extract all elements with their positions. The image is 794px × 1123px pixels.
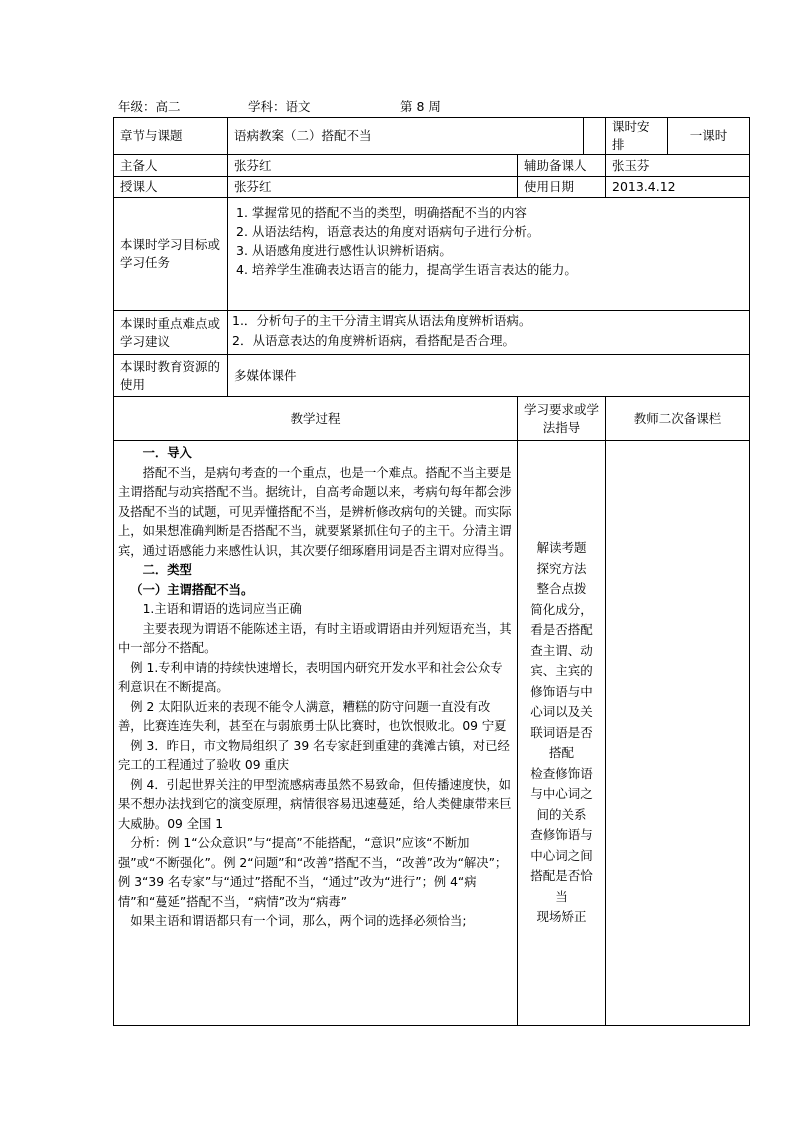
guidance-line: 宾、主宾的 [530,663,593,679]
date-value: 2013.4.12 [606,177,750,198]
lesson-plan-table [113,117,750,1026]
date-label: 使用日期 [518,177,606,198]
objective-item: 3. 从语感角度进行感性认识辨析语病。 [236,243,452,258]
row-chapter [114,118,750,155]
teacher-label: 授课人 [114,177,228,198]
guidance-line: 简化成分， [530,601,593,617]
objective-item: 4. 培养学生准确表达语言的能力，提高学生语言表达的能力。 [236,262,577,277]
keypoint-item: 1.．分析句子的主干分清主谓宾从语法角度辨析语病。 [232,313,532,328]
row-objectives [114,198,750,311]
example-2: 例 2 太阳队近来的表现不能令人满意，糟糕的防守问题一直没有改善，比赛连连失利，甚至在与弱旅勇士队比赛时，也饮恨败北。09 宁夏 [118,699,507,733]
guidance-line: 搭配是否恰 [530,868,593,884]
intro-paragraph: 搭配不当，是病句考查的一个重点，也是一个难点。搭配不当主要是主谓搭配与动宾搭配不当。据统计，自高考命题以来，考病句每年都会涉及搭配不当的试题，可见弄懂搭配不当，是辨析修改病句的关键。而实际上，如果想准确判断是否搭配不当，就要紧紧抓住句子的主干。分清主谓宾，通过语感能力来感性认识，其次要仔细琢磨用词是否主谓对应得当。 [118,465,512,558]
guidance-line: 查修饰语与 [530,827,593,843]
objective-item: 1. 掌握常见的搭配不当的类型，明确搭配不当的内容 [236,205,527,220]
guidance-line: 修饰语与中 [530,683,593,699]
closing-paragraph: 如果主语和谓语都只有一个词，那么，两个词的选择必须恰当; [130,914,467,928]
guidance-header: 学习要求或学法指导 [518,397,606,441]
guidance-cell [518,441,606,1026]
example-3: 例 3．昨日，市文物局组织了 39 名专家赶到重建的龚滩古镇，对已经完工的工程通过了验收 09 重庆 [118,738,510,772]
process-header: 教学过程 [114,397,518,441]
section-intro-heading: 一．导入 [142,446,192,460]
schedule-value: 一课时 [668,118,750,155]
guidance-line: 当 [555,888,568,904]
explanation-paragraph: 主要表现为谓语不能陈述主语，有时主语或谓语由并列短语充当，其中一部分不搭配。 [118,621,512,655]
week-label: 第 8 周 [400,99,441,114]
row-main-preparer [114,155,750,177]
schedule-label: 课时安排 [606,118,668,155]
resources-label: 本课时教育资源的使用 [114,355,228,397]
objectives-list [228,198,749,279]
guidance-line: 与中心词之 [530,786,593,802]
keypoint-item: 2．从语意表达的角度辨析语病，看搭配是否合理。 [232,333,515,348]
row-keypoints [114,311,750,355]
row-resources [114,355,750,397]
keypoints-label: 本课时重点难点或学习建议 [114,311,228,355]
teaching-process-cell [114,441,518,1026]
resources-value: 多媒体课件 [228,355,750,397]
guidance-line: 探究方法 [536,560,587,576]
row-process [114,441,750,1026]
objectives-label: 本课时学习目标或学习任务 [114,198,228,311]
notes-header: 教师二次备课栏 [606,397,750,441]
guidance-line: 心词以及关 [530,704,593,720]
chapter-title: 语病教案（二）搭配不当 [228,118,584,155]
point-heading: 1.主语和谓语的选词应当正确 [142,602,302,616]
assistant-label: 辅助备课人 [518,155,606,177]
guidance-line: 看是否搭配 [530,622,593,638]
guidance-line: 检查修饰语 [530,765,593,781]
guidance-line: 查主谓、动 [530,642,593,658]
chapter-label: 章节与课题 [114,118,228,155]
analysis-paragraph: 分析：例 1“公众意识”与“提高”不能搭配，“意识”应该“不断加强”或“不断强化”。例 2“问题”和“改善”搭配不当，“改善”改为“解决”； 例 3“39 名专家”与“通过”搭配不当，“通过”改为“进行”；例 4“病情”和“蔓延”搭配不当，“病情”改为“病毒” [118,836,508,909]
grade-label: 年级：高二 [118,99,181,114]
guidance-line: 解读考题 [536,540,587,556]
guidance-line: 联词语是否 [530,724,593,740]
guidance-line: 中心词之间 [530,847,593,863]
main-preparer-label: 主备人 [114,155,228,177]
main-preparer-value: 张芬红 [228,155,518,177]
guidance-line: 整合点拨 [536,581,587,597]
guidance-line: 搭配 [548,745,574,761]
guidance-line: 现场矫正 [536,909,587,925]
assistant-value: 张玉芬 [606,155,750,177]
teacher-notes-cell [606,441,750,1026]
guidance-line: 间的关系 [536,806,587,822]
example-4: 例 4．引起世界关注的甲型流感病毒虽然不易致命，但传播速度快，如果不想办法找到它的演变原理，病情很容易迅速蔓延，给人类健康带来巨大威胁。09 全国 1 [118,777,512,831]
teacher-value: 张芬红 [228,177,518,198]
objectives-cell [228,198,750,311]
empty-cell [584,118,606,155]
keypoints-cell [228,311,750,355]
subject-label: 学科：语文 [248,99,311,114]
subsection-heading: （一）主谓搭配不当。 [130,582,254,597]
row-teacher [114,177,750,198]
section-types-heading: 二．类型 [142,563,192,577]
objective-item: 2. 从语法结构，语意表达的角度对语病句子进行分析。 [236,224,540,239]
example-1: 例 1.专利申请的持续快速增长，表明国内研究开发水平和社会公众专利意识在不断提高。 [118,660,503,694]
row-column-headers [114,397,750,441]
